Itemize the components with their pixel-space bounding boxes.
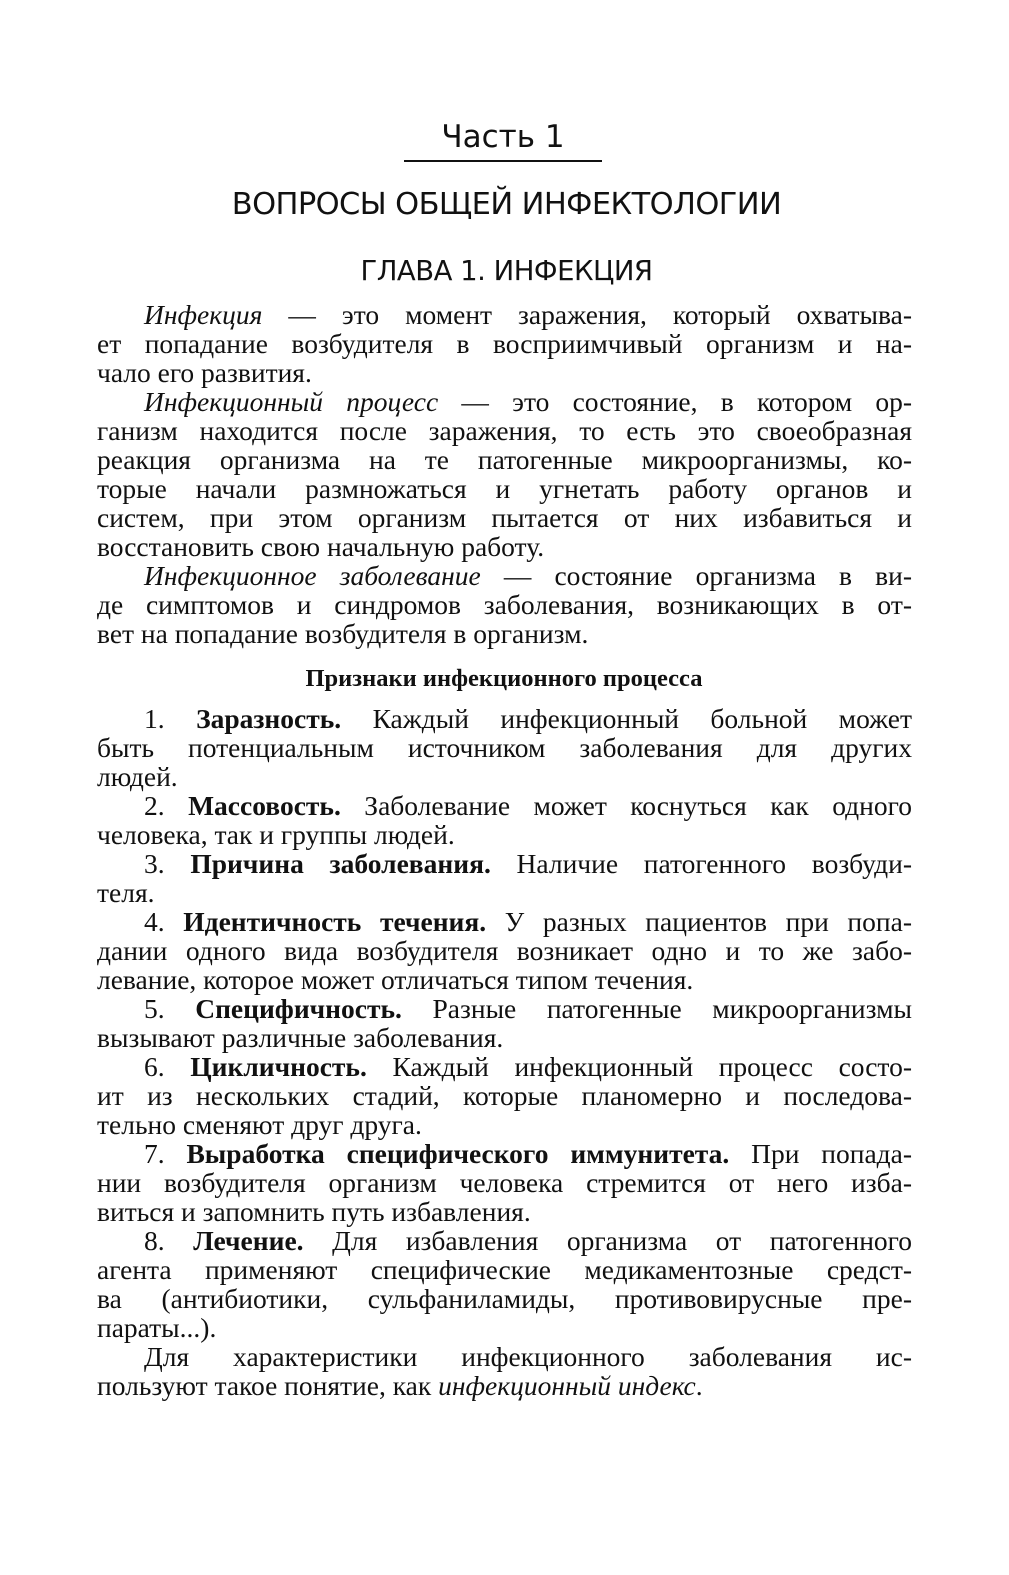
definition-paragraph: Инфекционный процесс — это состояние, в котором ор- ганизм находится после заражения, то есть это своеобразная реакция организма на те патогенные микроорганизмы, ко- торые начали размножаться и угнетать работу органов и систем, при этом организм пытается от них избавиться и восстановить свою начальную работу. <box>97 386 912 562</box>
closing-term: инфекционный индекс <box>438 1370 696 1401</box>
sign-name: Специфичность. <box>195 993 402 1024</box>
definition-term: Инфекция <box>144 299 263 330</box>
sign-name: Идентичность течения. <box>183 906 487 937</box>
closing-paragraph: Для характеристики инфекционного заболевания ис- пользуют такое понятие, как инфекционный индекс. <box>97 1341 912 1401</box>
section-title: ВОПРОСЫ ОБЩЕЙ ИНФЕКТОЛОГИИ <box>231 187 782 222</box>
definition-paragraph: Инфекционное заболевание — состояние организма в ви- де симптомов и синдромов заболевания, возникающих в от- вет на попадание возбудителя в организм. <box>97 560 912 649</box>
sign-name: Заразность. <box>196 703 342 734</box>
sign-name: Лечение. <box>193 1225 304 1256</box>
sign-name: Цикличность. <box>190 1051 367 1082</box>
definition-paragraph: Инфекция — это момент заражения, который охватыва- ет попадание возбудителя в восприимчивый организм и на- чало его развития. <box>97 299 912 388</box>
definition-term: Инфекционное заболевание <box>144 560 481 591</box>
signs-list <box>97 704 912 1400</box>
sign-item: 8. Лечение. Для избавления организма от патогенного агента применяют специфические медикаментозные средст- ва (антибиотики, сульфаниламиды, противовирусные пре- параты...). <box>97 1225 913 1343</box>
sign-item: 3. Причина заболевания. Наличие патогенного возбуди- теля. <box>97 848 913 908</box>
sign-item: 2. Массовость. Заболевание может коснуться как одного человека, так и группы людей. <box>97 790 912 850</box>
definitions-block <box>97 300 912 648</box>
sign-item: 5. Специфичность. Разные патогенные микроорганизмы вызывают различные заболевания. <box>97 993 913 1053</box>
signs-heading: Признаки инфекционного процесса <box>305 665 703 692</box>
chapter-title: ГЛАВА 1. ИНФЕКЦИЯ <box>360 255 653 287</box>
sign-item: 6. Цикличность. Каждый инфекционный процесс состо- ит из нескольких стадий, которые планомерно и последова- тельно сменяют друг друга. <box>97 1051 912 1140</box>
sign-name: Причина заболевания. <box>190 848 491 879</box>
definition-term: Инфекционный процесс <box>144 386 439 417</box>
sign-name: Массовость. <box>188 790 341 821</box>
sign-item: 1. Заразность. Каждый инфекционный больной может быть потенциальным источником заболевания для других людей. <box>97 703 913 792</box>
sign-name: Выработка специфического иммунитета. <box>186 1138 730 1169</box>
sign-item: 7. Выработка специфического иммунитета. При попада- нии возбудителя организм человека стремится от него изба- виться и запомнить путь избавления. <box>97 1138 913 1227</box>
part-title: Часть 1 <box>404 116 602 162</box>
sign-item: 4. Идентичность течения. У разных пациентов при попа- дании одного вида возбудителя возникает одно и то же забо- левание, которое может отличаться типом течения. <box>97 906 912 995</box>
